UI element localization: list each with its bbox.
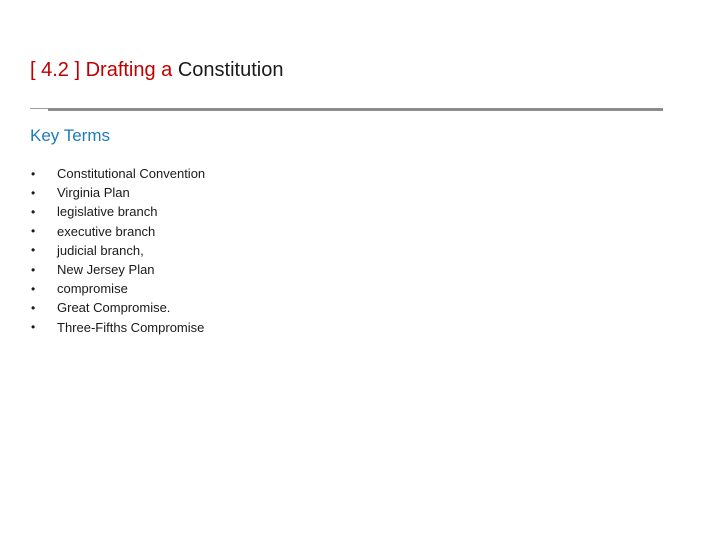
term-label: legislative branch (57, 204, 158, 220)
list-item (30, 279, 205, 298)
bullet-icon: • (31, 262, 36, 277)
term-label: Virginia Plan (57, 185, 130, 201)
term-label: Constitutional Convention (57, 166, 206, 182)
term-label: Three-Fifths Compromise (57, 319, 205, 335)
title-section-label: [ 4.2 ] Drafting a (30, 59, 173, 81)
list-item (30, 260, 205, 279)
divider-accent (30, 108, 48, 109)
bullet-icon: • (31, 185, 36, 200)
title-divider (48, 108, 663, 111)
term-label: compromise (57, 281, 128, 297)
term-label: executive branch (57, 223, 156, 239)
list-item (30, 202, 205, 221)
list-item (30, 183, 205, 202)
bullet-icon: • (31, 224, 36, 239)
list-item (30, 222, 205, 241)
list-item (30, 298, 205, 317)
bullet-icon: • (31, 166, 36, 181)
bullet-icon: • (31, 204, 36, 219)
bullet-icon: • (31, 281, 36, 296)
list-item (30, 241, 205, 260)
title-main-word: Constitution (177, 59, 284, 81)
list-item (30, 318, 205, 337)
bullet-icon: • (31, 300, 36, 315)
slide-title (30, 56, 283, 84)
bullet-icon: • (31, 243, 36, 258)
term-label: judicial branch, (57, 242, 144, 258)
term-label: New Jersey Plan (57, 262, 155, 278)
key-terms-list (30, 164, 205, 337)
list-item (30, 164, 205, 183)
bullet-icon: • (31, 320, 36, 335)
term-label: Great Compromise. (57, 300, 171, 316)
key-terms-heading: Key Terms (30, 126, 110, 145)
